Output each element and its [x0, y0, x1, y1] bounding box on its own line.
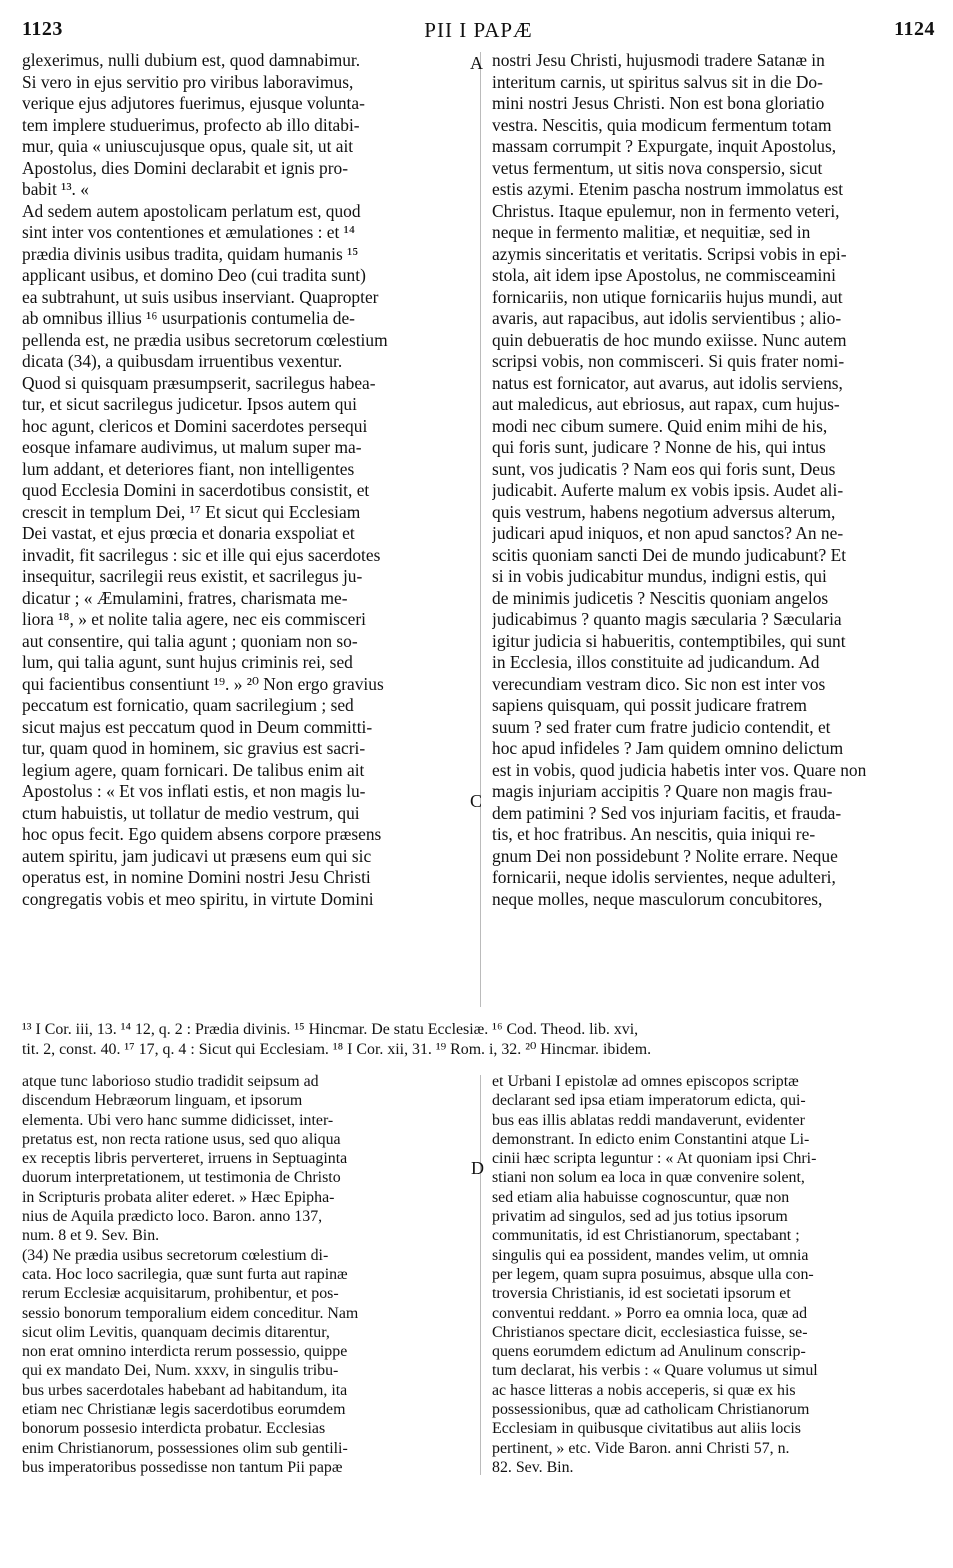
running-title: PII I PAPÆ — [424, 18, 533, 42]
text-line: est in vobis, quod judicia habetis inter vos. Quare non — [492, 759, 867, 780]
main-text-right-column — [492, 50, 936, 910]
text-line: et Urbani I epistolæ ad omnes episcopos scriptæ — [492, 1073, 799, 1090]
text-line: discendum Hebræorum linguam, et ipsorum — [22, 1092, 303, 1110]
text-line: legium agere, quam fornicari. De talibus enim ait — [22, 759, 365, 780]
text-line: ab omnibus illius ¹⁶ usurpationis contumelia de- — [22, 308, 355, 328]
text-line: judicabit. Auferte malum ex vobis ipsis. Audet ali- — [492, 480, 844, 500]
text-line: natus est fornicator, aut avarus, aut idolis serviens, — [492, 372, 843, 393]
text-line: qui facientibus consentiunt ¹⁹. » ²⁰ Non ergo gravius — [22, 673, 384, 694]
text-line: bus eas illis ablatas reddi mandaverunt, evidenter — [492, 1111, 805, 1129]
text-line: estis azymi. Etenim pascha nostrum immolatus est — [492, 179, 844, 199]
text-line: glexerimus, nulli dubium est, quod damnabimur. — [22, 50, 361, 70]
text-line: rerum Ecclesiæ acquisitarum, prohibentur, et pos- — [22, 1285, 339, 1303]
text-line: communitatis, id est Christianorum, spectabant ; — [492, 1227, 800, 1245]
text-line: liora ¹⁸, » et nolite talia agere, nec eis commisceri — [22, 609, 366, 629]
text-line: Christus. Itaque epulemur, non in fermento veteri, — [492, 200, 840, 221]
text-line: pellenda est, ne prædia usibus secretorum cœlestium — [22, 329, 388, 350]
column-divider — [480, 1075, 481, 1475]
text-line: verecundiam vestram dico. Sic non est inter vos — [492, 673, 826, 694]
text-line: crescit in templum Dei, ¹⁷ Et sicut qui Ecclesiam — [22, 501, 361, 522]
text-line: tit. 2, const. 40. ¹⁷ 17, q. 4 : Sicut qui Ecclesiam. ¹⁸ I Cor. xii, 31. ¹⁹ Rom. i, 32. ²⁰ Hincmar. ibidem. — [22, 1041, 652, 1058]
text-line: duorum interpretationem, ut testimonia de Christo — [22, 1169, 341, 1187]
text-line: bus urbes sacerdotales habebant ad habitandum, ita — [22, 1381, 348, 1399]
page-header — [22, 18, 935, 44]
text-line: bonorum possesio interdicta probatur. Ecclesias — [22, 1420, 326, 1438]
text-line: scripsi vobis, non commisceri. Si quis frater nomi- — [492, 351, 845, 371]
text-line: stola, ait idem ipse Apostolus, ne commisceamini — [492, 265, 836, 285]
text-line: singulis qui ea possident, mandes velim, ut omnia — [492, 1246, 809, 1264]
text-line: babit ¹³. « — [22, 179, 89, 199]
notes-right-column — [492, 1072, 936, 1477]
text-line: dicatur ; « Æmulamini, fratres, charismata me- — [22, 587, 348, 608]
text-line: judicabimus ? quanto magis sæcularia ? Sæcularia — [492, 609, 842, 629]
text-line: tum declarat, his verbis : « Quare volumus ut simul — [492, 1362, 818, 1380]
text-line: ctum habuistis, ut tollatur de medio vestrum, qui — [22, 802, 360, 823]
text-line: etiam nec Christianæ legis sacerdotibus eorumdem — [22, 1401, 346, 1419]
text-line: dicata (34), a quibusdam irruentibus vexentur. — [22, 351, 343, 371]
section-marker-c: C — [470, 791, 483, 811]
text-line: Apostolus : « Et vos inflati estis, et non magis lu- — [22, 781, 366, 801]
text-line: Si vero in ejus servitio pro viribus laboravimus, — [22, 71, 354, 92]
main-text-left-column — [22, 50, 466, 910]
text-line: stiani non solum ea loca in quæ convenire solent, — [492, 1169, 805, 1187]
text-line: azymis sinceritatis et veritatis. Scripsi vobis in epi- — [492, 243, 847, 264]
text-line: sint inter vos contentiones et æmulationes : et ¹⁴ — [22, 222, 355, 242]
text-line: pretatus est, non recta ratione usus, sed quo aliqua — [22, 1130, 341, 1148]
text-line: sed etiam alia habuisse cognoscuntur, quæ non — [492, 1188, 790, 1206]
text-line: operatus est, in nomine Domini nostri Jesu Christi — [22, 867, 371, 887]
text-line: non erat omnino interdicta rerum possessio, quippe — [22, 1343, 348, 1361]
text-line: prædia divinis usibus tradita, quidam humanis ¹⁵ — [22, 243, 359, 264]
text-line: tur, et sicut sacrilegus judicetur. Ipsos autem qui — [22, 394, 357, 414]
text-line: atque tunc laborioso studio tradidit seipsum ad — [22, 1073, 319, 1090]
text-line: lum addant, et deteriores fiant, non intelligentes — [22, 458, 355, 479]
text-line: sapiens quisquam, qui possit judicare fratrem — [492, 695, 807, 715]
text-line: magis injuriam accipitis ? Quare non magis frau- — [492, 781, 833, 801]
text-line: sessio bonorum temporalium eidem conceditur. Nam — [22, 1304, 359, 1322]
text-line: vetus fermentum, ut sitis nova conspersio, sicut — [492, 157, 823, 178]
text-line: lum, qui talia agunt, sunt hujus criminis rei, sed — [22, 652, 353, 672]
text-line: avaris, aut rapacibus, aut idolis servientibus ; alio- — [492, 308, 842, 328]
text-line: mur, quia « uniuscujusque opus, quale sit, ut ait — [22, 136, 354, 156]
text-line: vestra. Nescitis, quia modicum fermentum totam — [492, 114, 832, 135]
text-line: congregatis vobis et meo spiritu, in virtute Domini — [22, 888, 374, 909]
section-marker-a: A — [470, 53, 483, 73]
text-line: fornicariis, non utique fornicariis hujus mundi, aut — [492, 286, 843, 307]
text-line: (34) Ne prædia usibus secretorum cœlestium di- — [22, 1246, 329, 1264]
text-line: de minimis judicetis ? Nescitis quoniam angelos — [492, 587, 829, 608]
text-line: neque molles, neque masculorum concubitores, — [492, 888, 823, 909]
text-line: neque in fermento malitiæ, et nequitiæ, sed in — [492, 222, 811, 242]
text-line: quens eorumdem edictum ad Anulinum conscrip- — [492, 1343, 806, 1361]
text-line: per legem, quam supra posuimus, absque ulla con- — [492, 1265, 814, 1283]
text-line: enim Christianorum, possessiones olim sub gentili- — [22, 1439, 348, 1457]
text-line: troversia Christianis, id est societati ipsorum et — [492, 1285, 791, 1303]
text-line: igitur judicia si habueritis, contemptibiles, qui sunt — [492, 630, 846, 651]
text-line: qui foris sunt, judicare ? Nonne de his, qui intus — [492, 437, 826, 457]
text-line: nostri Jesu Christi, hujusmodi tradere Satanæ in — [492, 50, 825, 70]
text-line: tur, quam quod in hominem, sic gravius est sacri- — [22, 738, 366, 758]
text-line: interitum carnis, ut spiritus salvus sit in die Do- — [492, 71, 823, 92]
text-line: peccatum est fornicatio, quam sacrilegium ; sed — [22, 695, 354, 715]
text-line: hoc apud infideles ? Jam quidem omnino delictum — [492, 738, 844, 758]
text-line: in Ecclesia, illos constituite ad judicandum. Ad — [492, 652, 820, 672]
text-line: tis, et hoc fratribus. An nescitis, quia iniqui re- — [492, 824, 816, 844]
text-line: conventui reddant. » Porro ea omnia loca, quæ ad — [492, 1304, 808, 1322]
text-line: privatim ad singulos, sed ad jus totius ipsorum — [492, 1208, 788, 1226]
text-line: Christianos spectare dicit, ecclesiastica fuisse, se- — [492, 1323, 808, 1341]
text-line: Apostolus, dies Domini declarabit et ignis pro- — [22, 157, 349, 178]
text-line: si in vobis judicabitur mundus, indigni estis, qui — [492, 566, 827, 586]
text-line: autem spiritu, jam judicavi ut præsens eum qui sic — [22, 845, 372, 866]
text-line: Ecclesiam in quibusque civitatibus aut aliis locis — [492, 1420, 801, 1438]
text-line: sicut olim Levitis, quanquam decimis ditarentur, — [22, 1323, 330, 1341]
text-line: elementa. Ubi vero hanc summe didicisset, inter- — [22, 1111, 334, 1129]
text-line: demonstrant. In edicto enim Constantini atque Li- — [492, 1130, 810, 1148]
text-line: fornicarii, neque idolis servientes, neque adulteri, — [492, 867, 836, 887]
text-line: Dei vastat, et ejus prœcia et donaria exspoliat et — [22, 523, 355, 543]
text-line: sunt, vos judicatis ? Nam eos qui foris sunt, Deus — [492, 458, 836, 479]
text-line: invadit, fit sacrilegus : sic et ille qui ejus sacerdotes — [22, 544, 381, 565]
text-line: hoc agunt, clericos et Domini sacerdotes persequi — [22, 415, 368, 436]
text-line: quod Ecclesia Domini in sacerdotibus consistit, et — [22, 480, 370, 500]
text-line: pertinent, » etc. Vide Baron. anni Christi 57, n. — [492, 1439, 790, 1457]
right-page-number: 1124 — [894, 18, 935, 40]
text-line: cinii hæc scripta leguntur : « At quoniam ipsi Chri- — [492, 1150, 817, 1168]
text-line: verique ejus adjutores fuerimus, ejusque volunta- — [22, 93, 365, 113]
text-line: num. 8 et 9. Sev. Bin. — [22, 1227, 160, 1245]
text-line: declarant sed ipsa etiam imperatorum edicta, qui- — [492, 1092, 806, 1110]
text-line: judicari apud iniquos, et non apud sanctos? An ne- — [492, 523, 844, 543]
text-line: ex receptis libris perverteret, irruens in Septuaginta — [22, 1150, 348, 1168]
text-line: cata. Hoc loco sacrilegia, quæ sunt furta aut rapinæ — [22, 1265, 348, 1283]
text-line: mini nostri Jesus Christi. Non est bona gloriatio — [492, 93, 825, 113]
text-line: qui ex mandato Dei, Num. xxxv, in singulis tribu- — [22, 1362, 339, 1380]
left-page-number: 1123 — [22, 18, 63, 40]
text-line: quin debueratis de hoc mundo exiisse. Nunc autem — [492, 329, 847, 350]
text-line: applicant usibus, et domino Deo (cui tradita sunt) — [22, 265, 366, 285]
text-line: nius de Aquila prædicto loco. Baron. anno 137, — [22, 1208, 323, 1226]
text-line: dem patimini ? Sed vos injuriam facitis, et frauda- — [492, 802, 842, 823]
text-line: quis vestrum, habens negotium adversus alterum, — [492, 501, 836, 522]
text-line: ea subtrahunt, ut suis usibus inserviant. Quapropter — [22, 286, 379, 307]
text-line: sicut majus est peccatum quod in Deum committi- — [22, 716, 373, 737]
text-line: possessionibus, quæ ad catholicam Christianorum — [492, 1401, 810, 1419]
text-line: massam corrumpit ? Expurgate, inquit Apostolus, — [492, 136, 837, 156]
notes-left-column — [22, 1072, 466, 1477]
text-line: Ad sedem autem apostolicam perlatum est, quod — [22, 200, 361, 221]
text-line: ac hasce litteras a nobis acceperis, si quæ ex his — [492, 1381, 796, 1399]
text-line: hoc opus fecit. Ego quidem absens corpore præsens — [22, 824, 382, 844]
text-line: 82. Sev. Bin. — [492, 1458, 574, 1476]
text-line: aut maledicus, aut ebriosus, aut rapax, cum hujus- — [492, 394, 840, 414]
text-line: aut consentire, qui talia agunt ; quoniam non so- — [22, 630, 358, 651]
text-line: insequitur, sacrilegii reus existit, et sacrilegus ju- — [22, 566, 363, 586]
text-line: gnum Dei non possidebunt ? Nolite errare. Neque — [492, 845, 838, 866]
section-marker-d: D — [471, 1158, 484, 1178]
column-divider — [480, 52, 481, 1007]
text-line: modi nec cibum sumere. Quid enim mihi de his, — [492, 415, 828, 436]
text-line: in Scripturis probata aliter ederet. » Hæc Epipha- — [22, 1188, 335, 1206]
text-line: tem implere studuerimus, profecto ab illo ditabi- — [22, 114, 360, 135]
footnotes — [22, 1020, 936, 1060]
text-line: suum ? sed frater cum fratre judicio contendit, et — [492, 716, 831, 737]
text-line: ¹³ I Cor. iii, 13. ¹⁴ 12, q. 2 : Prædia divinis. ¹⁵ Hincmar. De statu Ecclesiæ. ¹⁶ Cod. Theod. lib. xvi, — [22, 1021, 639, 1038]
text-line: eosque infamare audivimus, ut malum super ma- — [22, 437, 362, 457]
text-line: scitis quoniam sancti Dei de mundo judicabunt? Et — [492, 544, 847, 565]
text-line: Quod si quisquam præsumpserit, sacrilegus habea- — [22, 372, 376, 393]
text-line: bus imperatoribus possedisse non tantum Pii papæ — [22, 1458, 343, 1476]
